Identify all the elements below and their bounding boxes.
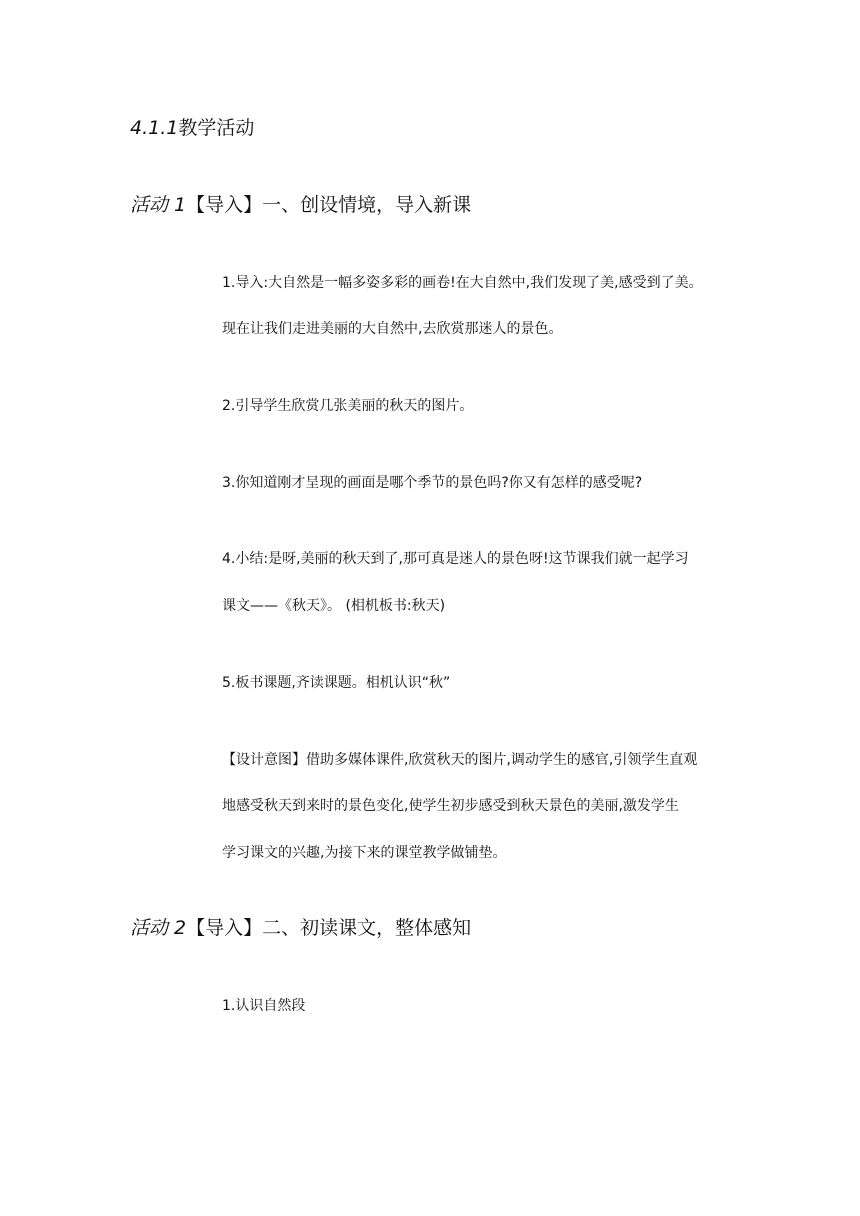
activity-2-paragraph-1: 1.认识自然段 — [222, 998, 306, 1014]
activity-2-title: 【导入】二、初读课文，整体感知 — [186, 917, 472, 939]
activity-2-heading — [130, 916, 471, 940]
paragraph-3: 3.你知道刚才呈现的画面是哪个季节的景色吗?你又有怎样的感受呢? — [222, 475, 643, 491]
section-number: 4.1.1 — [130, 117, 179, 139]
activity-1-title: 【导入】一、创设情境，导入新课 — [186, 194, 472, 216]
paragraph-1-line-2: 现在让我们走进美丽的大自然中,去欣赏那迷人的景色。 — [222, 321, 563, 337]
design-intent-line-2: 地感受秋天到来时的景色变化,使学生初步感受到秋天景色的美丽,激发学生 — [222, 798, 679, 814]
activity-2-prefix: 活动 2 — [130, 917, 187, 939]
activity-1-heading — [130, 193, 471, 217]
paragraph-2: 2.引导学生欣赏几张美丽的秋天的图片。 — [222, 398, 474, 414]
paragraph-5: 5.板书课题,齐读课题。相机认识“秋” — [222, 675, 451, 691]
activity-1-prefix: 活动 1 — [130, 194, 187, 216]
paragraph-4-line-1: 4.小结:是呀,美丽的秋天到了,那可真是迷人的景色呀!这节课我们就一起学习 — [222, 551, 689, 567]
paragraph-1-line-1: 1.导入:大自然是一幅多姿多彩的画卷!在大自然中,我们发现了美,感受到了美。 — [222, 275, 703, 291]
design-intent-line-3: 学习课文的兴趣,为接下来的课堂教学做铺垫。 — [222, 845, 507, 861]
section-label: 教学活动 — [178, 117, 255, 139]
section-heading — [130, 116, 254, 140]
paragraph-4-line-2: 课文——《秋天》。 (相机板书:秋天) — [222, 598, 446, 614]
design-intent-line-1: 【设计意图】借助多媒体课件,欣赏秋天的图片,调动学生的感官,引领学生直观 — [222, 752, 698, 768]
